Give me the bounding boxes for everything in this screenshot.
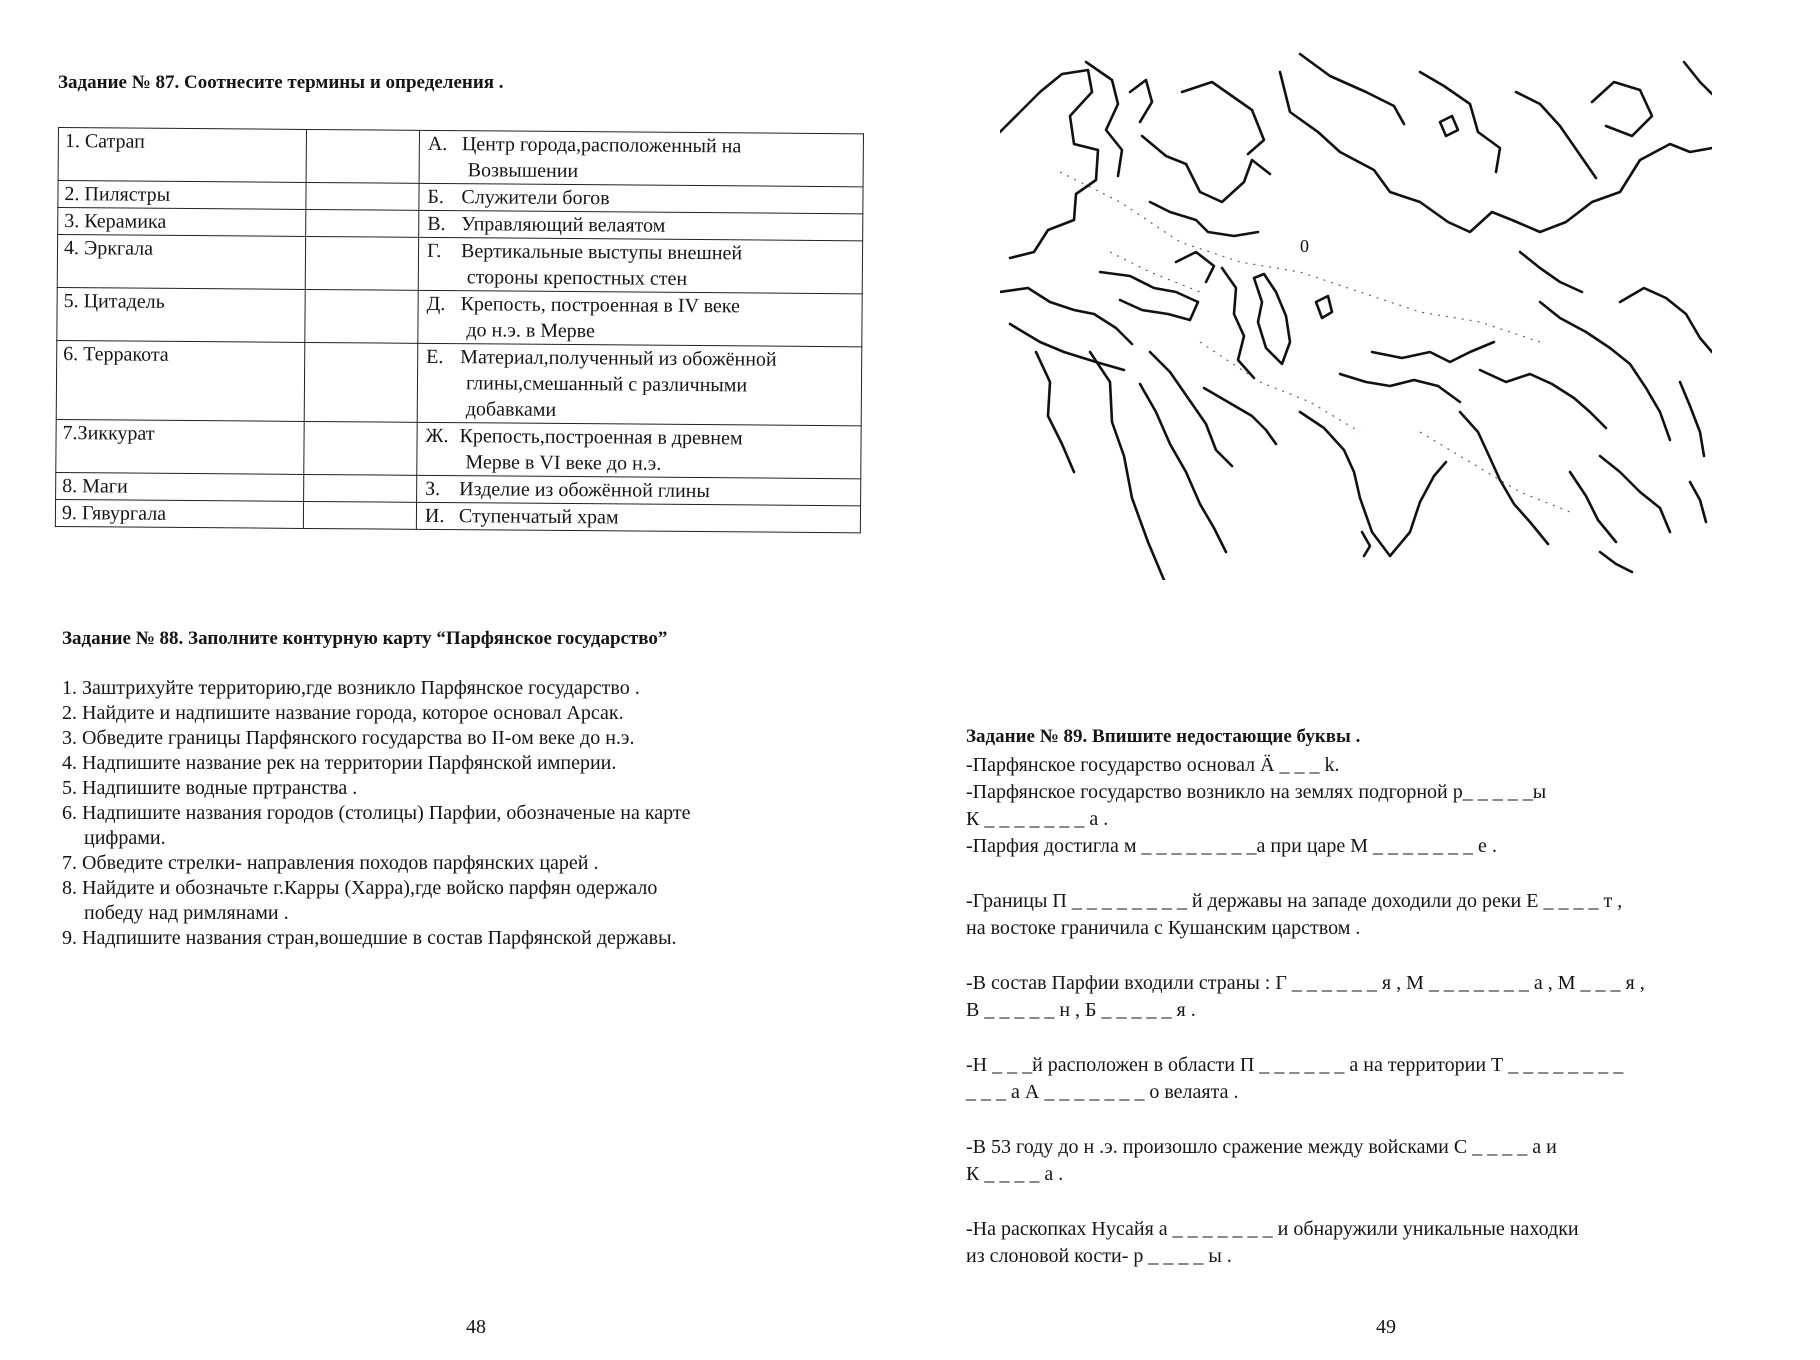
contour-map bbox=[1000, 52, 1712, 580]
definition-cell bbox=[418, 290, 862, 346]
list-item: победу над римлянами . bbox=[84, 902, 289, 924]
definition-cell bbox=[419, 210, 863, 240]
fill-in-line: В _ _ _ _ _ н , Б _ _ _ _ _ я . bbox=[966, 999, 1196, 1021]
task88-title: Задание № 88. Заполните контурную карту “Парфянское государство” bbox=[62, 628, 668, 649]
answer-blank-cell bbox=[305, 289, 418, 343]
term-cell: 2. Пилястры bbox=[58, 181, 306, 210]
answer-blank-cell bbox=[303, 501, 416, 529]
fill-in-line: -В состав Парфии входили страны : Г _ _ _ _ _ _ я , М _ _ _ _ _ _ _ а , М _ _ _ я , bbox=[966, 972, 1645, 994]
fill-in-line: -Границы П _ _ _ _ _ _ _ _ й державы на западе доходили до реки Е _ _ _ _ т , bbox=[966, 890, 1623, 912]
definition-letter: И. bbox=[424, 504, 445, 528]
definition-letter: Г. bbox=[426, 239, 442, 263]
table-row bbox=[56, 419, 861, 478]
term-cell: 3. Керамика bbox=[58, 208, 306, 237]
definition-text: Изделие из обожённой глины bbox=[459, 478, 710, 503]
task88-list bbox=[62, 676, 882, 951]
fill-in-line: -Парфянское государство возникло на землях подгорной р_ _ _ _ _ы bbox=[966, 781, 1547, 803]
table-row bbox=[55, 499, 860, 532]
definition-cell bbox=[417, 343, 862, 425]
task87-title: Задание № 87. Соотнесите термины и определения . bbox=[58, 72, 504, 93]
term-cell: 7.Зиккурат bbox=[56, 419, 304, 474]
definition-continuation: глины,смешанный с различными bbox=[465, 372, 748, 397]
list-item: 9. Надпишите названия стран,вошедшие в состав Парфянской державы. bbox=[62, 927, 677, 949]
definition-cell bbox=[417, 422, 861, 478]
definition-cell bbox=[416, 502, 860, 532]
definition-cell bbox=[418, 237, 862, 293]
fill-in-line: К _ _ _ _ _ _ _ а . bbox=[966, 808, 1109, 830]
term-cell: 5. Цитадель bbox=[57, 287, 305, 342]
definition-text: Управляющий велаятом bbox=[461, 213, 666, 237]
definition-text: Крепость, построенная в IV веке bbox=[460, 293, 741, 318]
answer-blank-cell bbox=[306, 209, 419, 237]
definition-letter: Б. bbox=[427, 185, 445, 209]
definition-continuation: добавками bbox=[465, 398, 557, 421]
fill-in-line: -В 53 году до н .э. произошло сражение между войсками С _ _ _ _ а и bbox=[966, 1136, 1557, 1158]
definition-letter: З. bbox=[425, 477, 441, 501]
list-item: 3. Обведите границы Парфянского государства во II-ом веке до н.э. bbox=[62, 727, 635, 749]
list-item: 1. Заштрихуйте территорию,где возникло Парфянское государство . bbox=[62, 677, 640, 699]
answer-blank-cell bbox=[306, 129, 419, 183]
definition-text: Служители богов bbox=[461, 186, 610, 210]
spacer bbox=[966, 1106, 1806, 1134]
spacer bbox=[966, 1024, 1806, 1052]
definition-text: Центр города,расположенный на bbox=[461, 133, 742, 158]
definition-continuation: до н.э. в Мерве bbox=[466, 319, 596, 343]
fill-in-line: на востоке граничила с Кушанским царством . bbox=[966, 917, 1361, 939]
definition-continuation: стороны крепостных стен bbox=[466, 266, 688, 290]
definition-continuation: Возвышении bbox=[467, 159, 579, 183]
list-item: 4. Надпишите название рек на территории Парфянской империи. bbox=[62, 752, 617, 774]
answer-blank-cell bbox=[306, 182, 419, 210]
list-item: 8. Найдите и обозначьте г.Карры (Харра),где войско парфян одержало bbox=[62, 877, 658, 899]
answer-blank-cell bbox=[304, 342, 418, 422]
fill-in-line: -Парфия достигла м _ _ _ _ _ _ _ _а при царе М _ _ _ _ _ _ _ е . bbox=[966, 835, 1497, 857]
definition-text: Материал,полученный из обожённой bbox=[460, 346, 777, 371]
definition-cell bbox=[419, 183, 863, 213]
fill-in-line: К _ _ _ _ а . bbox=[966, 1163, 1064, 1185]
list-item: цифрами. bbox=[84, 827, 166, 849]
answer-blank-cell bbox=[305, 236, 418, 290]
matching-table bbox=[55, 127, 864, 533]
task89-section bbox=[966, 723, 1806, 1270]
page-number-49: 49 bbox=[1376, 1316, 1396, 1338]
definition-letter: Е. bbox=[426, 345, 444, 369]
table-row bbox=[58, 128, 863, 187]
answer-blank-cell bbox=[304, 421, 417, 475]
spacer bbox=[966, 1188, 1806, 1216]
fill-in-line: -На раскопках Нусайя а _ _ _ _ _ _ _ и обнаружили уникальные находки bbox=[966, 1218, 1579, 1240]
fill-in-line: -Парфянское государство основал Ä _ _ _ k. bbox=[966, 754, 1340, 776]
definition-letter: Д. bbox=[426, 292, 446, 316]
spacer bbox=[966, 942, 1806, 970]
fill-in-line: -Н _ _ _й расположен в области П _ _ _ _ _ _ а на территории Т _ _ _ _ _ _ _ _ bbox=[966, 1054, 1624, 1076]
table-row bbox=[56, 340, 862, 425]
definition-text: Крепость,построенная в древнем bbox=[459, 425, 743, 450]
fill-in-line: из слоновой кости- р _ _ _ _ ы . bbox=[966, 1245, 1232, 1267]
term-cell: 6. Терракота bbox=[56, 340, 305, 421]
term-cell: 1. Сатрап bbox=[58, 128, 306, 183]
list-item: 7. Обведите стрелки- направления походов парфянских царей . bbox=[62, 852, 599, 874]
list-item: 6. Надпишите названия городов (столицы) Парфии, обозначеные на карте bbox=[62, 802, 691, 824]
definition-cell bbox=[419, 130, 863, 186]
page-number-48: 48 bbox=[466, 1316, 486, 1338]
map-label-zero: 0 bbox=[1300, 236, 1309, 256]
definition-letter: А. bbox=[427, 132, 448, 156]
spacer bbox=[966, 860, 1806, 888]
term-cell: 4. Эркгала bbox=[57, 235, 305, 290]
table-row bbox=[57, 287, 862, 346]
definition-cell bbox=[417, 475, 861, 505]
definition-text: Вертикальные выступы внешней bbox=[460, 240, 743, 265]
definition-letter: Ж. bbox=[425, 424, 449, 448]
task89-lines bbox=[966, 752, 1806, 1270]
fill-in-line: _ _ _ а А _ _ _ _ _ _ _ о велаята . bbox=[966, 1081, 1239, 1103]
definition-text: Ступенчатый храм bbox=[458, 505, 619, 529]
right-page bbox=[910, 0, 1820, 1360]
task89-title: Задание № 89. Впишите недостающие буквы . bbox=[966, 726, 1361, 747]
list-item: 2. Найдите и надпишите название города, которое основал Арсак. bbox=[62, 702, 624, 724]
definition-continuation: Мерве в VI веке до н.э. bbox=[465, 451, 662, 475]
term-cell: 8. Маги bbox=[56, 472, 304, 501]
list-item: 5. Надпишите водные пртранства . bbox=[62, 777, 358, 799]
answer-blank-cell bbox=[304, 474, 417, 502]
definition-letter: В. bbox=[427, 212, 446, 236]
table-row bbox=[57, 235, 862, 294]
term-cell: 9. Гявургала bbox=[55, 499, 303, 528]
